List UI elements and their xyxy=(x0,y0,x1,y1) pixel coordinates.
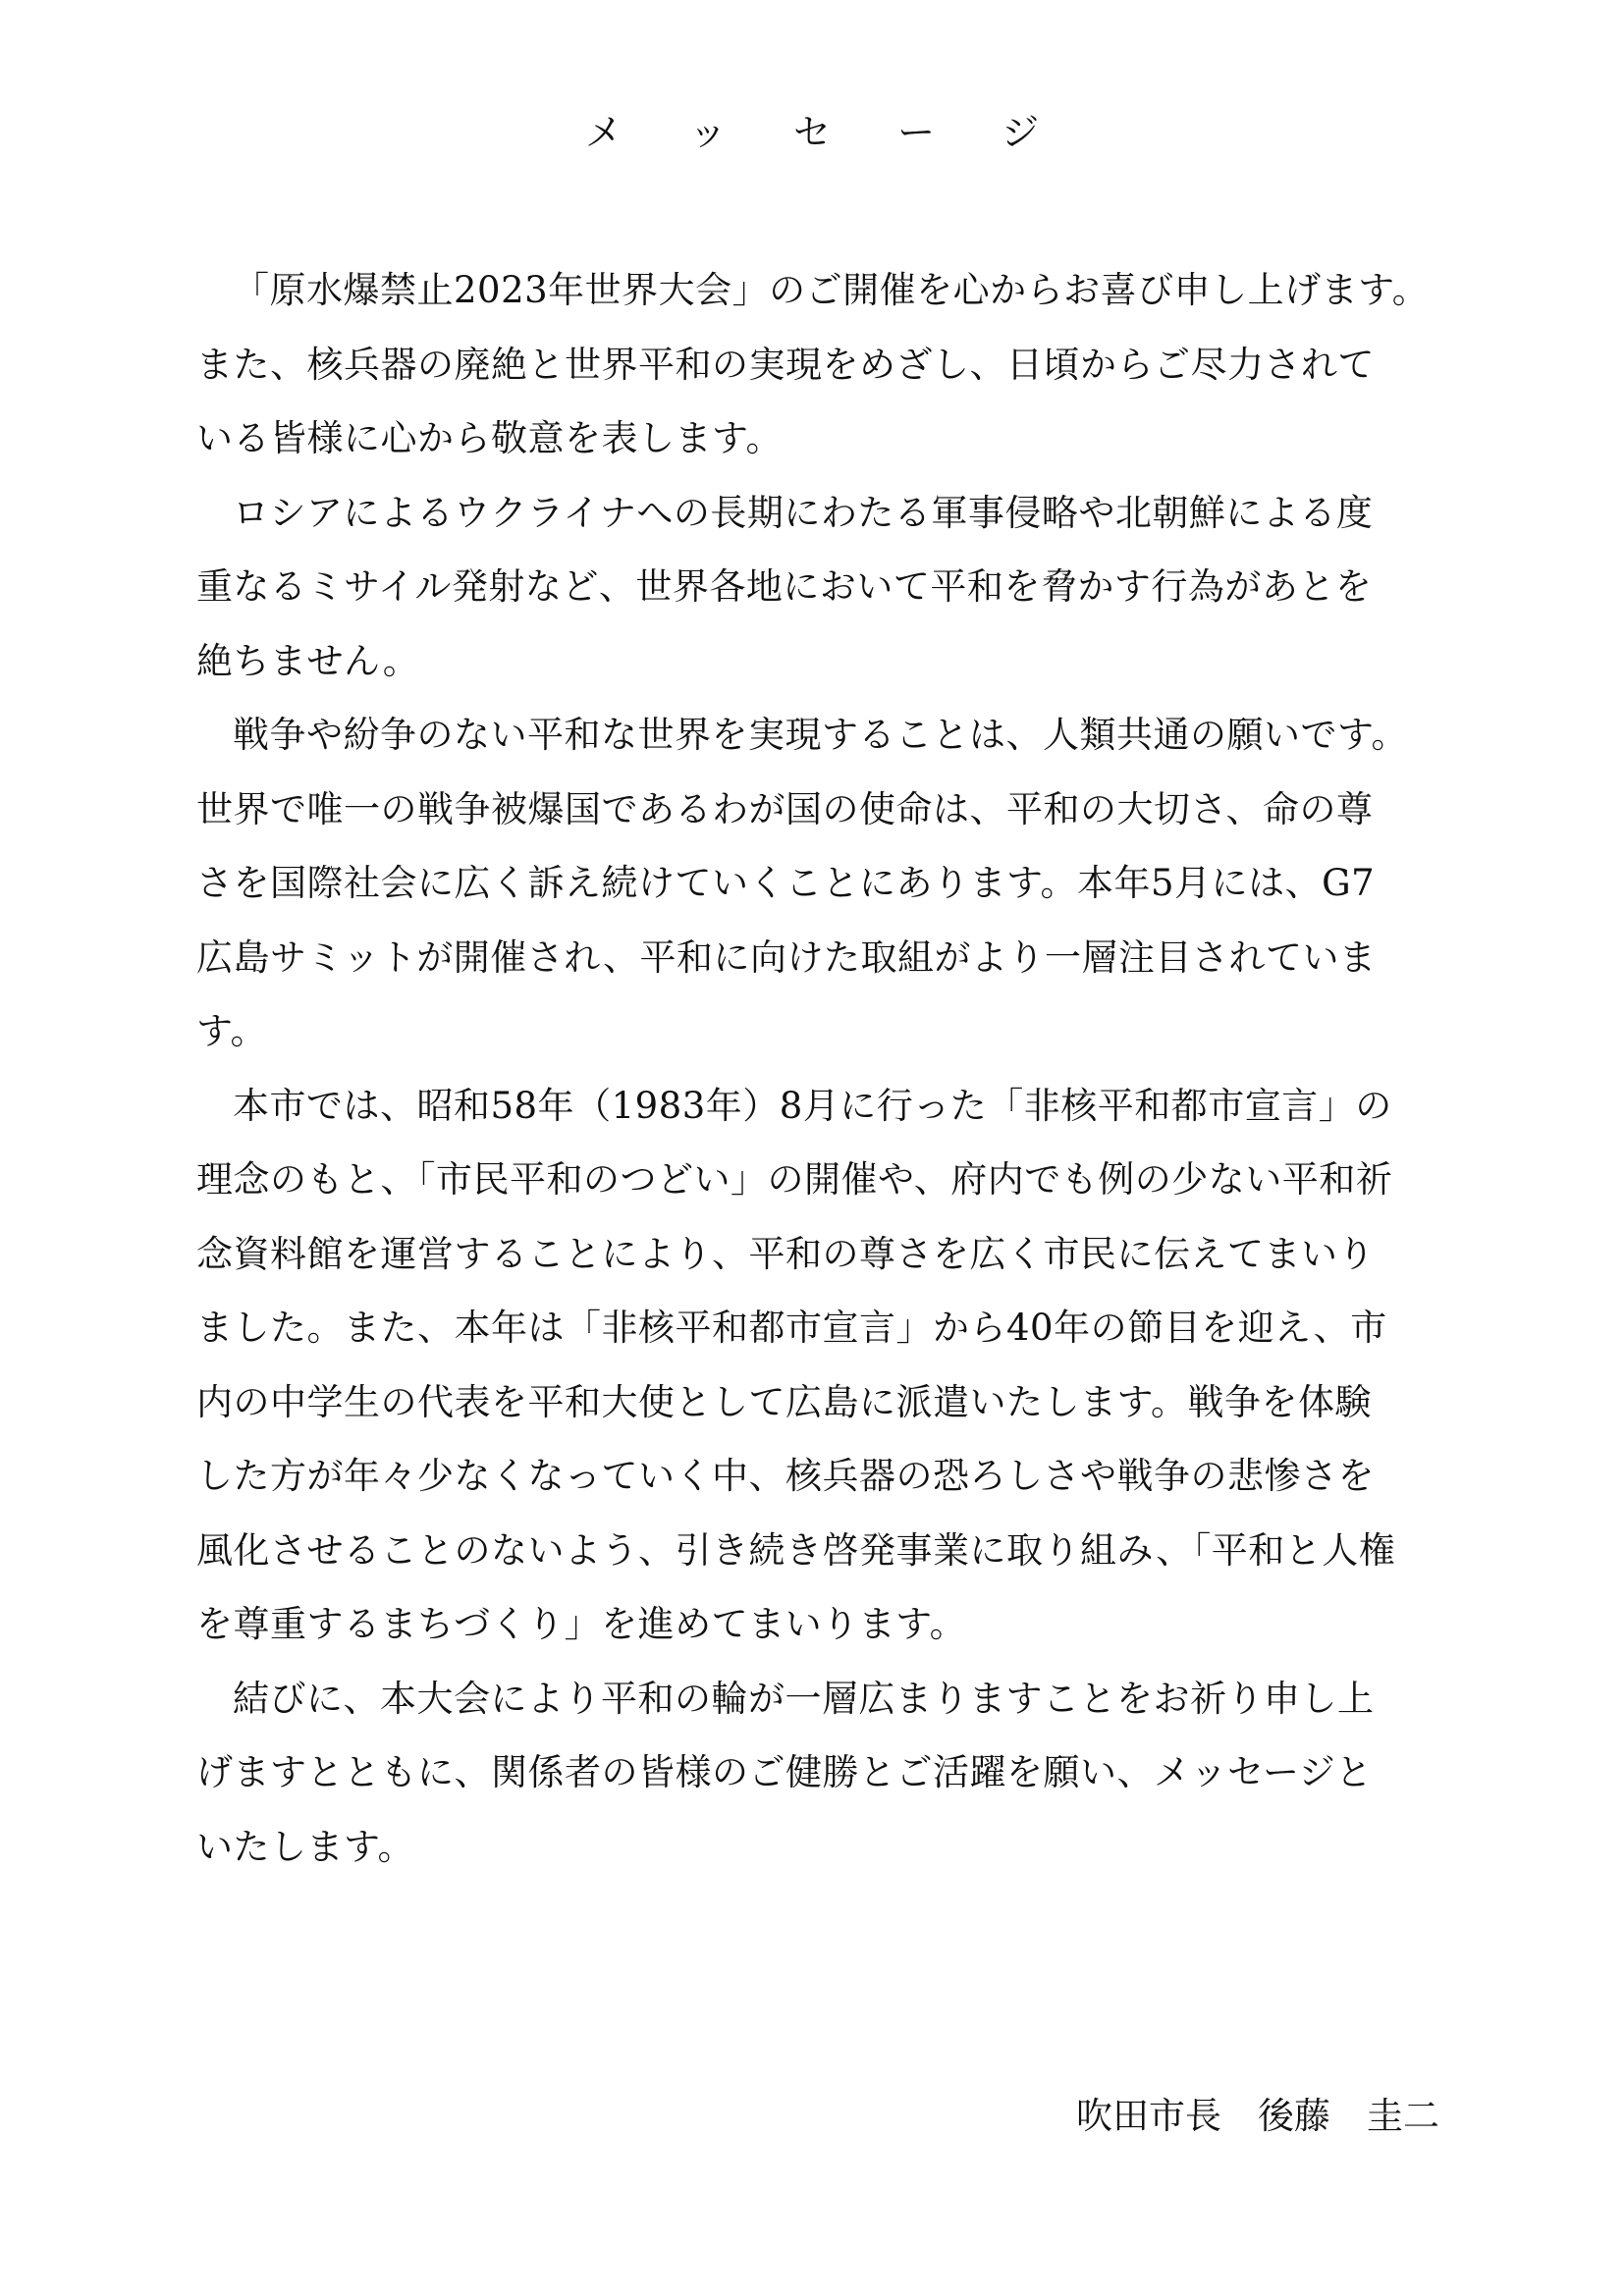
signature: 吹田市長 後藤 圭二 xyxy=(1076,2095,1439,2137)
paragraph-opening: 「原水爆禁止2023年世界大会」のご開催を心からお喜び申し上げます。 また、核兵器の廃絶と世界平和の実現をめざし、日頃からご尽力されて いる皆様に心から敬意を表します。 xyxy=(196,269,1430,459)
document-title: メ ッ セ ー ジ xyxy=(584,111,1067,154)
paragraph-city-initiatives: 本市では、昭和58年（1983年）8月に行った「非核平和都市宣言」の 理念のもと、「市民平和のつどい」の開催や、府内でも例の少ない平和祈 念資料館を運営することにより、平和の尊さを広く市民に伝えてまいり ました。また、本年は「非核平和都市宣言」から40年の節目を迎え、市 内の中学生の代表を平和大使として広島に派遣いたします。戦争を体験 した方が年々少なくなっていく中、核兵器の恐ろしさや戦争の悲惨さを 風化させることのないよう、引き続き啓発事業に取り組み、「平和と人権 を尊重するまちづくり」を進めてまいります。 xyxy=(196,1084,1396,1645)
paragraph-peace-mission: 戦争や紛争のない平和な世界を実現することは、人類共通の願いです。 世界で唯一の戦争被爆国であるわが国の使命は、平和の大切さ、命の尊 さを国際社会に広く訴え続けていくことにあります。本年5月には、G7 広島サミットが開催され、平和に向けた取組がより一層注目されていま す。 xyxy=(196,714,1409,1052)
paragraph-closing: 結びに、本大会により平和の輪が一層広まりますことをお祈り申し上 げますとともに、関係者の皆様のご健勝とご活躍を願い、メッセージと いたします。 xyxy=(196,1677,1375,1868)
message-body xyxy=(196,253,1438,1884)
paragraph-world-situation: ロシアによるウクライナへの長期にわたる軍事侵略や北朝鮮による度 重なるミサイル発射など、世界各地において平和を脅かす行為があとを 絶ちません。 xyxy=(196,491,1374,682)
